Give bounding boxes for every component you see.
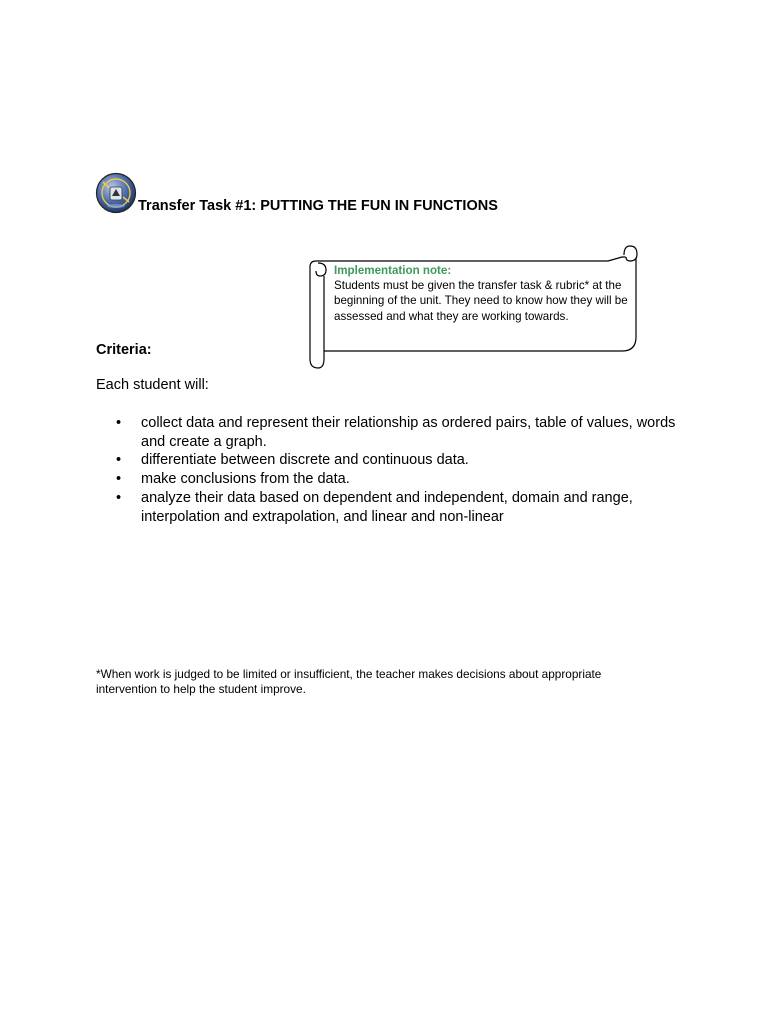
- list-item: [96, 470, 676, 489]
- compass-globe-icon: [95, 172, 137, 214]
- criteria-list: [96, 414, 676, 526]
- intro-text: Each student will:: [96, 377, 209, 393]
- list-item: [96, 414, 676, 451]
- note-body: Students must be given the transfer task & rubric* at the beginning of the unit. They need to know how they will be assessed and what they are working towards.: [334, 279, 628, 323]
- bullet-symbol: •: [116, 489, 122, 506]
- list-item-text: differentiate between discrete and continuous data.: [141, 452, 469, 469]
- bullet-symbol: •: [116, 415, 122, 431]
- implementation-note-scroll: [308, 243, 642, 373]
- implementation-note: [334, 263, 634, 324]
- list-item-text: make conclusions from the data.: [141, 471, 350, 488]
- bullet-symbol: •: [116, 452, 122, 469]
- criteria-heading: Criteria:: [96, 342, 152, 358]
- page-title: Transfer Task #1: PUTTING THE FUN IN FUNCTIONS: [138, 198, 498, 214]
- list-item: [96, 451, 676, 470]
- list-item: [96, 489, 676, 526]
- bullet-symbol: •: [116, 471, 122, 488]
- footnote: *When work is judged to be limited or insufficient, the teacher makes decisions about appropriate intervention to help the student improve.: [96, 667, 602, 696]
- list-item-text: collect data and represent their relationship as ordered pairs, table of values, words and create a graph.: [141, 415, 676, 450]
- note-heading: Implementation note:: [334, 264, 452, 277]
- list-item-text: analyze their data based on dependent and independent, domain and range, interpolation and extrapolation, and linear and non-linear: [141, 489, 633, 525]
